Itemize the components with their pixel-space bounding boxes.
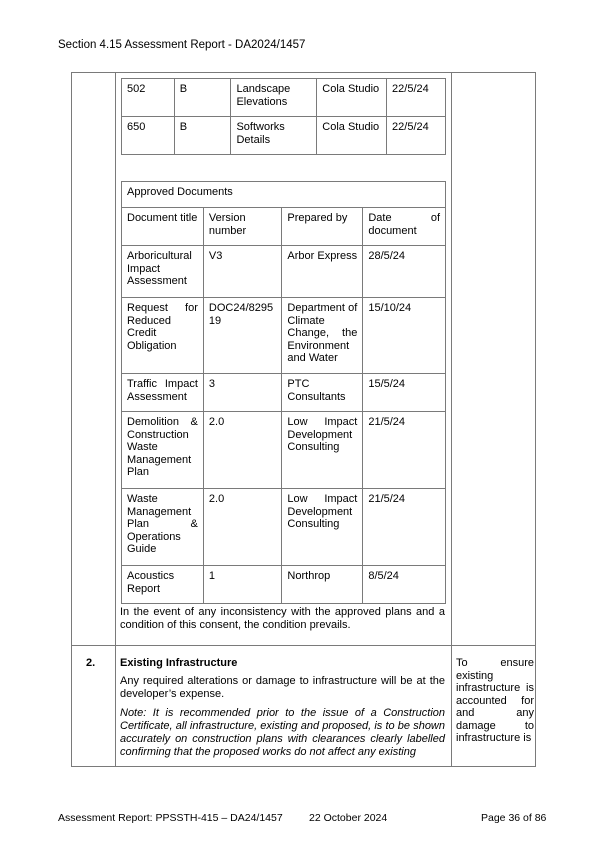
- document-date: 21/5/24: [363, 489, 446, 566]
- plan-revision: B: [174, 79, 231, 117]
- condition-purpose: To ensure existing infrastructure is accounted for and any damage to infrastructure is: [456, 657, 534, 744]
- document-date: 15/10/24: [363, 298, 446, 374]
- document-title: Waste Management Plan & Operations Guide: [122, 489, 204, 566]
- column-header: Prepared by: [282, 208, 363, 246]
- table-row: [122, 566, 446, 604]
- document-date: 8/5/24: [363, 566, 446, 604]
- column-header: Version number: [203, 208, 282, 246]
- condition-title: Existing Infrastructure: [120, 657, 238, 669]
- document-version: 2.0: [203, 412, 282, 489]
- plan-number: 502: [122, 79, 175, 117]
- document-title: Request for Reduced Credit Obligation: [122, 298, 204, 374]
- plan-title: Landscape Elevations: [231, 79, 317, 117]
- table-heading-row: [122, 182, 446, 208]
- document-title: Demolition & Construction Waste Management Plan: [122, 412, 204, 489]
- column-header: Document title: [122, 208, 204, 246]
- page-header: Section 4.15 Assessment Report - DA2024/1457: [58, 39, 306, 51]
- document-prepared-by: Low Impact Development Consulting: [282, 489, 363, 566]
- plan-title: Softworks Details: [231, 117, 317, 155]
- condition-body: Any required alterations or damage to infrastructure will be at the developer’s expense.: [120, 675, 445, 700]
- table-row: [122, 117, 446, 155]
- condition-number: 2.: [86, 657, 96, 669]
- document-date: 15/5/24: [363, 374, 446, 412]
- column-header: Date of document: [363, 208, 446, 246]
- plan-date: 22/5/24: [387, 79, 446, 117]
- table-row: [122, 298, 446, 374]
- table-row: [122, 374, 446, 412]
- document-version: 2.0: [203, 489, 282, 566]
- document-prepared-by: Arbor Express: [282, 246, 363, 298]
- document-version: V3: [203, 246, 282, 298]
- footer-report: Assessment Report: PPSSTH-415 – DA24/1457: [58, 812, 283, 824]
- document-title: Acoustics Report: [122, 566, 204, 604]
- column-divider-purpose: [451, 72, 452, 767]
- document-prepared-by: Low Impact Development Consulting: [282, 412, 363, 489]
- document-date: 21/5/24: [363, 412, 446, 489]
- plan-number: 650: [122, 117, 175, 155]
- table-row: [122, 489, 446, 566]
- inconsistency-note: In the event of any inconsistency with the approved plans and a condition of this consent, the condition prevails.: [120, 606, 445, 631]
- table-row: [122, 246, 446, 298]
- document-prepared-by: Northrop: [282, 566, 363, 604]
- plan-revision: B: [174, 117, 231, 155]
- document-prepared-by: PTC Consultants: [282, 374, 363, 412]
- document-title: Arboricultural Impact Assessment: [122, 246, 204, 298]
- table-header-row: [122, 208, 446, 246]
- document-version: DOC24/829519: [203, 298, 282, 374]
- footer-date: 22 October 2024: [309, 812, 388, 824]
- document-version: 3: [203, 374, 282, 412]
- footer-page-number: Page 36 of 86: [481, 812, 547, 824]
- document-prepared-by: Department of Climate Change, the Environment and Water: [282, 298, 363, 374]
- approved-documents-table: [121, 181, 446, 604]
- plan-date: 22/5/24: [387, 117, 446, 155]
- table-row: [122, 412, 446, 489]
- document-date: 28/5/24: [363, 246, 446, 298]
- document-version: 1: [203, 566, 282, 604]
- plan-prepared-by: Cola Studio: [317, 117, 387, 155]
- approved-plans-table: [121, 78, 446, 155]
- plan-prepared-by: Cola Studio: [317, 79, 387, 117]
- condition-note: Note: It is recommended prior to the issue of a Construction Certificate, all infrastructure, existing and proposed, is to be shown accurately on construction plans with clearances clearly labelled confirming that the proposed works do not affect any existing: [120, 707, 445, 758]
- document-title: Traffic Impact Assessment: [122, 374, 204, 412]
- table-row: [122, 79, 446, 117]
- row-divider: [71, 645, 536, 646]
- column-divider-number: [115, 72, 116, 767]
- approved-documents-heading: Approved Documents: [122, 182, 446, 208]
